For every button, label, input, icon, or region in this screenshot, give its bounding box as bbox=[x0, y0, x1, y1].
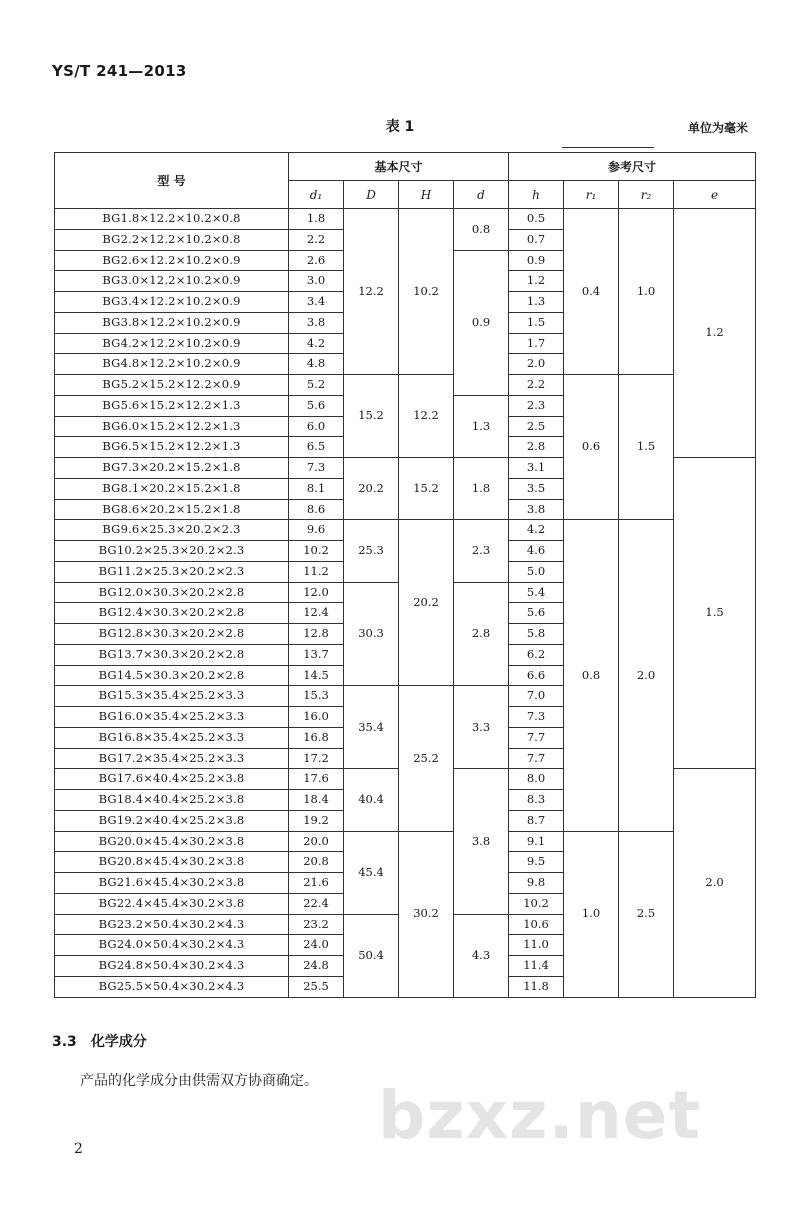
page-number: 2 bbox=[74, 1141, 83, 1157]
model-cell: BG9.6×25.3×20.2×2.3 bbox=[55, 520, 289, 541]
d1-cell: 12.0 bbox=[289, 582, 344, 603]
d-cell: 45.4 bbox=[344, 831, 399, 914]
h-cell: 3.5 bbox=[509, 478, 564, 499]
r1-cell: 0.6 bbox=[564, 375, 619, 520]
model-cell: BG5.6×15.2×12.2×1.3 bbox=[55, 395, 289, 416]
model-cell: BG19.2×40.4×25.2×3.8 bbox=[55, 810, 289, 831]
standard-code: YS/T 241—2013 bbox=[52, 62, 187, 80]
h-cell: 7.7 bbox=[509, 748, 564, 769]
d1-cell: 6.0 bbox=[289, 416, 344, 437]
paragraph: 产品的化学成分由供需双方协商确定。 bbox=[80, 1073, 318, 1089]
h-cell: 9.5 bbox=[509, 852, 564, 873]
model-cell: BG23.2×50.4×30.2×4.3 bbox=[55, 914, 289, 935]
model-cell: BG17.2×35.4×25.2×3.3 bbox=[55, 748, 289, 769]
model-cell: BG1.8×12.2×10.2×0.8 bbox=[55, 209, 289, 230]
model-cell: BG16.0×35.4×25.2×3.3 bbox=[55, 707, 289, 728]
table-row bbox=[55, 520, 756, 541]
h-cell: 11.4 bbox=[509, 956, 564, 977]
model-cell: BG5.2×15.2×12.2×0.9 bbox=[55, 375, 289, 396]
d-cell: 12.2 bbox=[344, 209, 399, 375]
h-cell: 5.4 bbox=[509, 582, 564, 603]
h-cell: 0.5 bbox=[509, 209, 564, 230]
header-basic-dimensions: 基本尺寸 bbox=[289, 153, 509, 181]
model-cell: BG12.4×30.3×20.2×2.8 bbox=[55, 603, 289, 624]
unit-label: 单位为毫米 bbox=[687, 121, 748, 135]
table-row bbox=[55, 375, 756, 396]
divider bbox=[562, 147, 654, 148]
d1-cell: 8.1 bbox=[289, 478, 344, 499]
d1-cell: 12.4 bbox=[289, 603, 344, 624]
h-cell: 1.7 bbox=[509, 333, 564, 354]
model-cell: BG7.3×20.2×15.2×1.8 bbox=[55, 458, 289, 479]
section-number: 3.3 bbox=[52, 1034, 77, 1050]
h-cell: 7.7 bbox=[509, 727, 564, 748]
dimension-table bbox=[54, 152, 756, 998]
model-cell: BG3.8×12.2×10.2×0.9 bbox=[55, 312, 289, 333]
h-cell: 2.5 bbox=[509, 416, 564, 437]
model-cell: BG2.2×12.2×10.2×0.8 bbox=[55, 229, 289, 250]
table-row bbox=[55, 209, 756, 230]
h-cell: 8.7 bbox=[509, 810, 564, 831]
h-cell: 9.8 bbox=[509, 873, 564, 894]
e-cell: 1.5 bbox=[674, 458, 756, 769]
model-cell: BG15.3×35.4×25.2×3.3 bbox=[55, 686, 289, 707]
d1-cell: 20.0 bbox=[289, 831, 344, 852]
r1-cell: 1.0 bbox=[564, 831, 619, 997]
section-heading bbox=[52, 1031, 147, 1051]
h-cell: 10.2 bbox=[509, 893, 564, 914]
d-cell: 2.3 bbox=[454, 520, 509, 582]
d1-cell: 3.0 bbox=[289, 271, 344, 292]
e-cell: 2.0 bbox=[674, 769, 756, 997]
r2-cell: 1.5 bbox=[619, 375, 674, 520]
h-cell: 3.8 bbox=[509, 499, 564, 520]
model-cell: BG12.0×30.3×20.2×2.8 bbox=[55, 582, 289, 603]
model-cell: BG4.2×12.2×10.2×0.9 bbox=[55, 333, 289, 354]
d-cell: 30.3 bbox=[344, 582, 399, 686]
header-model: 型 号 bbox=[55, 153, 289, 209]
d-cell: 2.8 bbox=[454, 582, 509, 686]
d1-cell: 16.0 bbox=[289, 707, 344, 728]
model-cell: BG17.6×40.4×25.2×3.8 bbox=[55, 769, 289, 790]
model-cell: BG18.4×40.4×25.2×3.8 bbox=[55, 790, 289, 811]
h-cell: 7.0 bbox=[509, 686, 564, 707]
d1-cell: 5.6 bbox=[289, 395, 344, 416]
d-cell: 1.3 bbox=[454, 395, 509, 457]
model-cell: BG2.6×12.2×10.2×0.9 bbox=[55, 250, 289, 271]
h-cell: 12.2 bbox=[399, 375, 454, 458]
d1-cell: 4.2 bbox=[289, 333, 344, 354]
model-cell: BG11.2×25.3×20.2×2.3 bbox=[55, 561, 289, 582]
d1-cell: 6.5 bbox=[289, 437, 344, 458]
h-cell: 8.0 bbox=[509, 769, 564, 790]
header-r2: r₂ bbox=[619, 181, 674, 209]
d1-cell: 12.8 bbox=[289, 624, 344, 645]
d-cell: 4.3 bbox=[454, 914, 509, 997]
d1-cell: 14.5 bbox=[289, 665, 344, 686]
model-cell: BG3.0×12.2×10.2×0.9 bbox=[55, 271, 289, 292]
h-cell: 1.5 bbox=[509, 312, 564, 333]
h-cell: 3.1 bbox=[509, 458, 564, 479]
d-cell: 0.9 bbox=[454, 250, 509, 395]
header-H: H bbox=[399, 181, 454, 209]
d1-cell: 24.8 bbox=[289, 956, 344, 977]
d-cell: 1.8 bbox=[454, 458, 509, 520]
d-cell: 15.2 bbox=[344, 375, 399, 458]
h-cell: 1.2 bbox=[509, 271, 564, 292]
h-cell: 4.6 bbox=[509, 541, 564, 562]
h-cell: 10.2 bbox=[399, 209, 454, 375]
header-d: d bbox=[454, 181, 509, 209]
table-body bbox=[55, 209, 756, 998]
model-cell: BG4.8×12.2×10.2×0.9 bbox=[55, 354, 289, 375]
h-cell: 5.0 bbox=[509, 561, 564, 582]
d-cell: 3.3 bbox=[454, 686, 509, 769]
watermark: bzxz.net bbox=[378, 1077, 702, 1154]
d1-cell: 9.6 bbox=[289, 520, 344, 541]
header-r1: r₁ bbox=[564, 181, 619, 209]
d1-cell: 17.6 bbox=[289, 769, 344, 790]
h-cell: 25.2 bbox=[399, 686, 454, 831]
d-cell: 20.2 bbox=[344, 458, 399, 520]
table-title: 表 1 bbox=[385, 119, 415, 135]
h-cell: 30.2 bbox=[399, 831, 454, 997]
model-cell: BG12.8×30.3×20.2×2.8 bbox=[55, 624, 289, 645]
model-cell: BG21.6×45.4×30.2×3.8 bbox=[55, 873, 289, 894]
model-cell: BG20.8×45.4×30.2×3.8 bbox=[55, 852, 289, 873]
header-d1: d₁ bbox=[289, 181, 344, 209]
header-reference-dimensions: 参考尺寸 bbox=[509, 153, 756, 181]
h-cell: 2.8 bbox=[509, 437, 564, 458]
r2-cell: 2.5 bbox=[619, 831, 674, 997]
model-cell: BG13.7×30.3×20.2×2.8 bbox=[55, 644, 289, 665]
model-cell: BG6.5×15.2×12.2×1.3 bbox=[55, 437, 289, 458]
h-cell: 2.2 bbox=[509, 375, 564, 396]
r1-cell: 0.8 bbox=[564, 520, 619, 831]
d1-cell: 15.3 bbox=[289, 686, 344, 707]
model-cell: BG20.0×45.4×30.2×3.8 bbox=[55, 831, 289, 852]
d-cell: 35.4 bbox=[344, 686, 399, 769]
d1-cell: 3.4 bbox=[289, 292, 344, 313]
h-cell: 6.2 bbox=[509, 644, 564, 665]
d-cell: 40.4 bbox=[344, 769, 399, 831]
h-cell: 6.6 bbox=[509, 665, 564, 686]
r1-cell: 0.4 bbox=[564, 209, 619, 375]
model-cell: BG24.0×50.4×30.2×4.3 bbox=[55, 935, 289, 956]
d1-cell: 23.2 bbox=[289, 914, 344, 935]
h-cell: 0.7 bbox=[509, 229, 564, 250]
d1-cell: 7.3 bbox=[289, 458, 344, 479]
h-cell: 9.1 bbox=[509, 831, 564, 852]
d1-cell: 11.2 bbox=[289, 561, 344, 582]
h-cell: 2.0 bbox=[509, 354, 564, 375]
h-cell: 4.2 bbox=[509, 520, 564, 541]
r2-cell: 1.0 bbox=[619, 209, 674, 375]
d-cell: 0.8 bbox=[454, 209, 509, 251]
e-cell: 1.2 bbox=[674, 209, 756, 458]
d1-cell: 18.4 bbox=[289, 790, 344, 811]
d-cell: 25.3 bbox=[344, 520, 399, 582]
d-cell: 3.8 bbox=[454, 769, 509, 914]
h-cell: 15.2 bbox=[399, 458, 454, 520]
d1-cell: 8.6 bbox=[289, 499, 344, 520]
r2-cell: 2.0 bbox=[619, 520, 674, 831]
d1-cell: 10.2 bbox=[289, 541, 344, 562]
section-title: 化学成分 bbox=[90, 1034, 147, 1050]
d1-cell: 13.7 bbox=[289, 644, 344, 665]
model-cell: BG24.8×50.4×30.2×4.3 bbox=[55, 956, 289, 977]
h-cell: 7.3 bbox=[509, 707, 564, 728]
header-h: h bbox=[509, 181, 564, 209]
h-cell: 8.3 bbox=[509, 790, 564, 811]
d1-cell: 4.8 bbox=[289, 354, 344, 375]
d1-cell: 21.6 bbox=[289, 873, 344, 894]
model-cell: BG14.5×30.3×20.2×2.8 bbox=[55, 665, 289, 686]
d-cell: 50.4 bbox=[344, 914, 399, 997]
d1-cell: 2.6 bbox=[289, 250, 344, 271]
model-cell: BG16.8×35.4×25.2×3.3 bbox=[55, 727, 289, 748]
d1-cell: 2.2 bbox=[289, 229, 344, 250]
h-cell: 1.3 bbox=[509, 292, 564, 313]
d1-cell: 16.8 bbox=[289, 727, 344, 748]
h-cell: 11.0 bbox=[509, 935, 564, 956]
h-cell: 20.2 bbox=[399, 520, 454, 686]
d1-cell: 25.5 bbox=[289, 976, 344, 997]
d1-cell: 19.2 bbox=[289, 810, 344, 831]
model-cell: BG6.0×15.2×12.2×1.3 bbox=[55, 416, 289, 437]
d1-cell: 24.0 bbox=[289, 935, 344, 956]
header-D: D bbox=[344, 181, 399, 209]
d1-cell: 3.8 bbox=[289, 312, 344, 333]
h-cell: 11.8 bbox=[509, 976, 564, 997]
model-cell: BG8.1×20.2×15.2×1.8 bbox=[55, 478, 289, 499]
model-cell: BG3.4×12.2×10.2×0.9 bbox=[55, 292, 289, 313]
h-cell: 5.8 bbox=[509, 624, 564, 645]
table-row bbox=[55, 831, 756, 852]
model-cell: BG10.2×25.3×20.2×2.3 bbox=[55, 541, 289, 562]
header-e: e bbox=[674, 181, 756, 209]
d1-cell: 5.2 bbox=[289, 375, 344, 396]
h-cell: 5.6 bbox=[509, 603, 564, 624]
d1-cell: 1.8 bbox=[289, 209, 344, 230]
d1-cell: 17.2 bbox=[289, 748, 344, 769]
h-cell: 0.9 bbox=[509, 250, 564, 271]
h-cell: 10.6 bbox=[509, 914, 564, 935]
model-cell: BG25.5×50.4×30.2×4.3 bbox=[55, 976, 289, 997]
d1-cell: 22.4 bbox=[289, 893, 344, 914]
model-cell: BG22.4×45.4×30.2×3.8 bbox=[55, 893, 289, 914]
h-cell: 2.3 bbox=[509, 395, 564, 416]
d1-cell: 20.8 bbox=[289, 852, 344, 873]
model-cell: BG8.6×20.2×15.2×1.8 bbox=[55, 499, 289, 520]
